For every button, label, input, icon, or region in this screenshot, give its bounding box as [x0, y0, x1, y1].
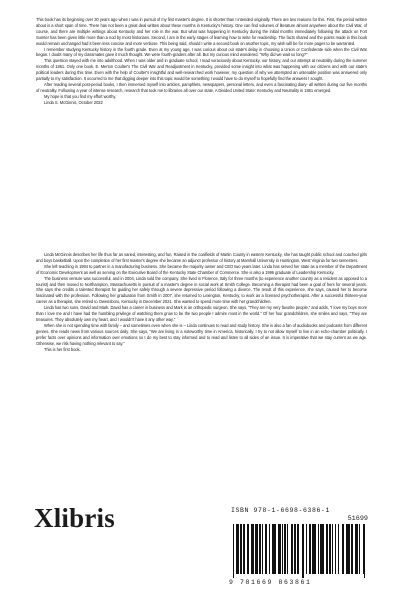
- bio-paragraph: The business venture was successful, and in 2004, Linda sold the company. She lived in Florence, Italy for three months (to experience another country as a resident as opposed to a tourist) and then moved to Northampton, Massachusetts in pursuit of a master's degree in social work at Smith College. Becoming a therapist had been a goal of hers for several years. She says she credits a talented therapist for guiding her safely through a severe depressive period following a divorce. The result of this experience, she says, caused her to become fascinated with the profession. Following her graduation from Smith in 2007, she returned to Lexington, Kentucky, to work as a licensed psychotherapist. After a successful thirteen-year career as a therapist, she retired to Owensboro, Kentucky in December 2021. She wanted to spend more time with her grandchildren.: [36, 275, 367, 305]
- barcode-number: 9 781669 863861: [229, 579, 312, 586]
- barcode-bar: [233, 524, 234, 578]
- publisher-logo: Xlibris: [34, 503, 115, 533]
- barcode-bar: [355, 524, 357, 574]
- barcode-bar: [247, 524, 249, 574]
- barcode-bar: [309, 524, 311, 574]
- barcode-bar: [329, 524, 331, 574]
- barcode-bar: [302, 524, 304, 578]
- barcode-bar: [275, 524, 276, 574]
- barcode-bar: [338, 524, 340, 574]
- barcode-bar: [291, 524, 293, 574]
- barcode-bar: [351, 524, 353, 574]
- isbn-label: ISBN 978-1-6698-6386-1: [231, 507, 331, 514]
- barcode-bar: [269, 524, 270, 574]
- preface-paragraph: After reading several post-period books, I then immersed myself into articles, pamphlets, newspapers, personal letters, and even a fascinating diary- all written during our five months of neutrality. Following a year of intense research, research that took me to libraries all over our state, A Divided United State: Kentucky and Neutrality in 1861 emerged.: [36, 81, 367, 93]
- barcode-bar: [318, 524, 319, 574]
- preface-paragraph: Linda S. McGinnis, October 2022: [44, 99, 103, 105]
- preface-paragraph: I remember studying Kentucky history in the fourth grade. Even at my young age, I was curious about our state's delay in choosing a Union or Confederate side when the Civil War began. I doubt many of my classmates gave it much thought. We were fourth-graders after all. But my curious mind wondered, "Why did we wait so long?": [36, 46, 367, 58]
- barcode-bar: [262, 524, 263, 574]
- preface-paragraph: This book has its beginning over 30 years ago when I was in pursuit of my first master's degree. It is shorter than I intended originally. There are two reasons for this. First, the period written about is a short span of time. There has not been a great deal written about these months in Kentucky's history. One can find volumes of literature almost anywhere about the Civil War, of course, and there are multiple writings about Kentucky and her role in the war. But what was happening in Kentucky during the initial months immediately following the attack on Fort Sumter has been given little more than a nod by most historians. Second, I am in the early stages of learning how to write for readership. The facts shared and the points made in this book would remain unchanged had it been less concise and more verbose. This being said, should I write a second book on another topic, my wish will be for more pages to be warranted.: [36, 17, 367, 46]
- barcode-bar: [272, 524, 274, 574]
- barcode-bar: [294, 524, 296, 574]
- barcode-bar: [282, 524, 283, 574]
- barcode-bar: [320, 524, 322, 574]
- barcode-bar: [240, 524, 242, 574]
- barcode-bar: [265, 524, 267, 574]
- bio-paragraph: When she is not spending time with family – and sometimes even when she is – Linda continues to read and study history. She is also a fan of audiobooks and podcasts from different genres. She reads news from various sources daily. She says, "We are living in a noteworthy time in America, historically. I try to not allow myself to live in an echo-chamber politically. I prefer facts over opinions and information over emotions so I do my best to stay informed and to read and listen to all sides of an issue. It is imperative that we stay current as we age. Otherwise, we risk having nothing relevant to say.": [36, 322, 367, 346]
- barcode-bar: [312, 524, 314, 574]
- price-code: 51699: [347, 515, 368, 523]
- barcode-bar: [243, 524, 245, 574]
- barcode-bar: [335, 524, 337, 574]
- barcode-bar: [326, 524, 328, 574]
- barcode-bar: [284, 524, 286, 574]
- barcode-bar: [279, 524, 281, 574]
- barcode-bar: [236, 524, 238, 574]
- barcode-bar: [297, 524, 299, 574]
- barcode-bar: [251, 524, 253, 574]
- bio-paragraph: This is her first book.: [44, 346, 81, 352]
- author-bio-text-block: [36, 252, 367, 352]
- preface-text-block: [36, 17, 367, 106]
- preface-paragraph: This question stayed with me into adulthood. When I was older and in graduate school, I read voraciously about Kentucky, our history, and our attempt at neutrality during the summer months of 1861. Only one book, E. Merton Coulter's The Civil War and Readjustment in Kentucky, provided some insight into what was happening with our citizens and with our state's political leaders during this time. Even with the help of Coulter's insightful and well-researched work however, my question of why we attempted an untenable position was answered only partially to my satisfaction. It occurred to me that digging deeper into this topic would be something I would have to do myself to hopefully find the answers I sought.: [36, 58, 367, 82]
- barcode-bar: [256, 524, 258, 574]
- barcode-bars: [233, 524, 368, 578]
- barcode-bar: [364, 524, 365, 578]
- barcode-bar: [347, 524, 349, 574]
- barcode-bar: [342, 524, 344, 574]
- bio-paragraph: She left teaching in 1994 to partner in a manufacturing business. She became the majority owner and CEO two years later. Linda has served her state as a member of the Department of Economic Development as well as serving on the Executive Board of the Kentucky State Chamber of Commerce. She is also a 1996 graduate of Leadership Kentucky.: [36, 263, 367, 275]
- barcode-bar: [306, 524, 307, 574]
- bio-paragraph: Linda has two sons, David and Mark. David has a career in business and Mark is an orthopedic surgeon. She says, "They are my very favorite people," and adds, "I love my boys more than I love me and I have had the humbling privilege of watching them grow to be the two people I admire most in the world." Of her four grandchildren, she smiles and says, "They are treasures. They absolutely own my heart, and I wouldn't have it any other way.": [36, 305, 367, 322]
- barcode-bar: [332, 524, 333, 574]
- barcode-bar: [323, 524, 324, 574]
- barcode-bar: [315, 524, 316, 574]
- preface-paragraph: My hope is that you find my effort worthy.: [44, 93, 117, 99]
- barcode-bar: [259, 524, 261, 574]
- bio-paragraph: Linda McGinnis describes her life thus far as varied, interesting, and fun. Raised in the coalfields of Martin County in eastern Kentucky, she has taught public school and coached girls and boys basketball. Upon the completion of her first master's degree she became an adjunct professor of history at Marshall University in Huntington, West Virginia for two semesters.: [36, 252, 367, 263]
- barcode-bar: [359, 524, 360, 574]
- barcode-bar: [287, 524, 288, 574]
